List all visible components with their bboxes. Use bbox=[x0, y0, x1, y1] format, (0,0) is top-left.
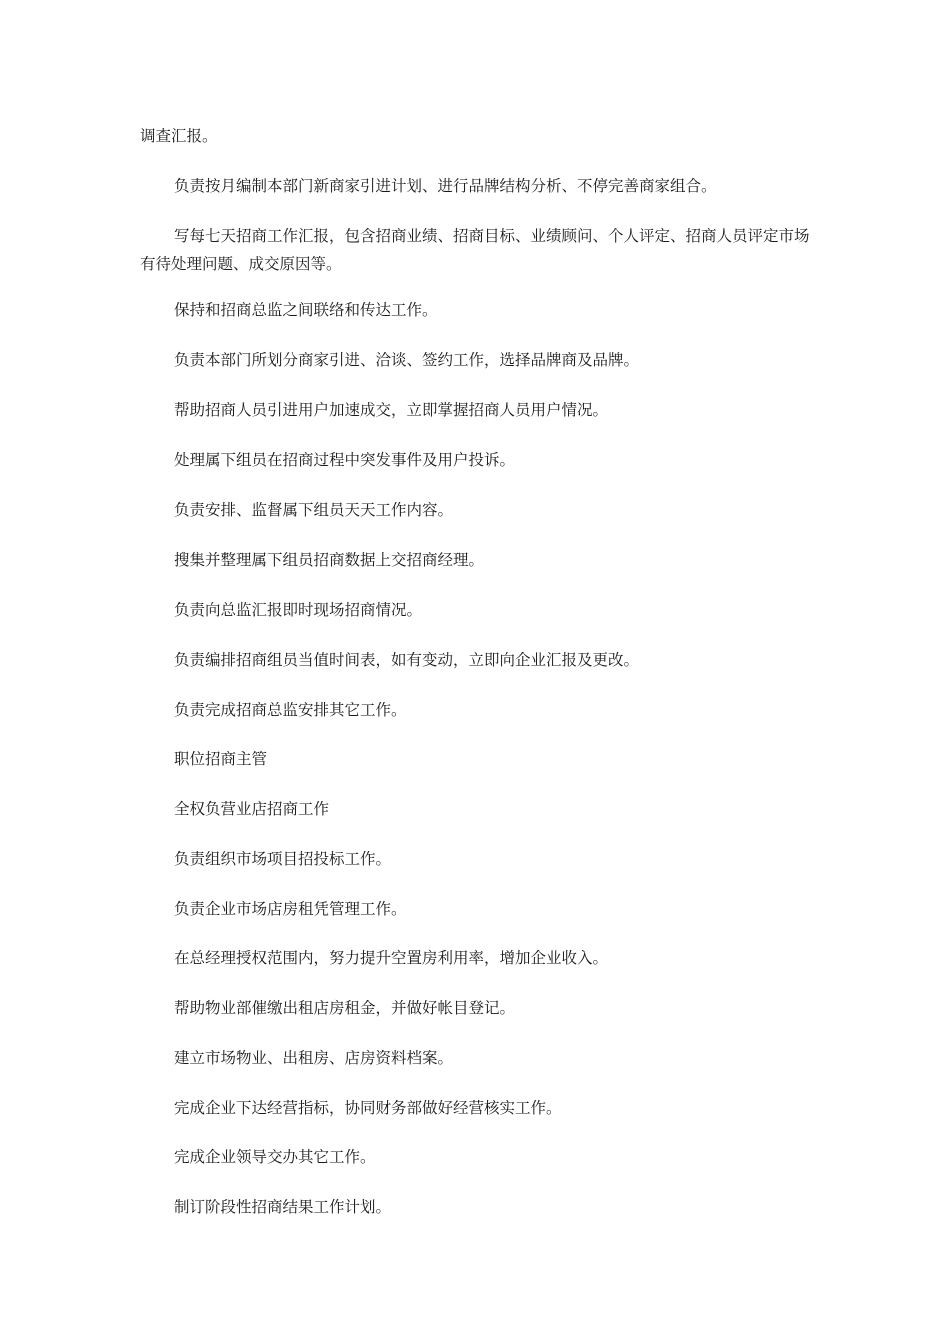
paragraph-18: 帮助物业部催缴出租店房租金，并做好帐目登记。 bbox=[174, 999, 516, 1017]
paragraph-14: 全权负营业店招商工作 bbox=[174, 800, 330, 818]
paragraph-13: 职位招商主管 bbox=[174, 750, 268, 768]
paragraph-10: 负责向总监汇报即时现场招商情况。 bbox=[174, 601, 423, 619]
paragraph-4: 保持和招商总监之间联络和传达工作。 bbox=[174, 301, 438, 319]
paragraph-11: 负责编排招商组员当值时间表，如有变动，立即向企业汇报及更改。 bbox=[174, 651, 640, 669]
paragraph-9: 搜集并整理属下组员招商数据上交招商经理。 bbox=[174, 551, 485, 569]
paragraph-12: 负责完成招商总监安排其它工作。 bbox=[174, 701, 407, 719]
paragraph-6: 帮助招商人员引进用户加速成交，立即掌握招商人员用户情况。 bbox=[174, 401, 609, 419]
paragraph-1: 调查汇报。 bbox=[140, 127, 218, 145]
paragraph-16: 负责企业市场店房租凭管理工作。 bbox=[174, 900, 407, 918]
paragraph-8: 负责安排、监督属下组员天天工作内容。 bbox=[174, 501, 454, 519]
paragraph-2: 负责按月编制本部门新商家引进计划、进行品牌结构分析、不停完善商家组合。 bbox=[174, 177, 717, 195]
paragraph-17: 在总经理授权范围内，努力提升空置房利用率，增加企业收入。 bbox=[174, 949, 609, 967]
paragraph-15: 负责组织市场项目招投标工作。 bbox=[174, 850, 392, 868]
paragraph-3: 写每七天招商工作汇报，包含招商业绩、招商目标、业绩顾问、个人评定、招商人员评定市场有待处理问题、成交原因等。 bbox=[140, 227, 810, 273]
paragraph-22: 制订阶段性招商结果工作计划。 bbox=[174, 1198, 392, 1216]
paragraph-20: 完成企业下达经营指标，协同财务部做好经营核实工作。 bbox=[174, 1099, 562, 1117]
paragraph-21: 完成企业领导交办其它工作。 bbox=[174, 1148, 376, 1166]
paragraph-7: 处理属下组员在招商过程中突发事件及用户投诉。 bbox=[174, 451, 516, 469]
paragraph-19: 建立市场物业、出租房、店房资料档案。 bbox=[174, 1049, 454, 1067]
paragraph-5: 负责本部门所划分商家引进、洽谈、签约工作，选择品牌商及品牌。 bbox=[174, 351, 640, 369]
